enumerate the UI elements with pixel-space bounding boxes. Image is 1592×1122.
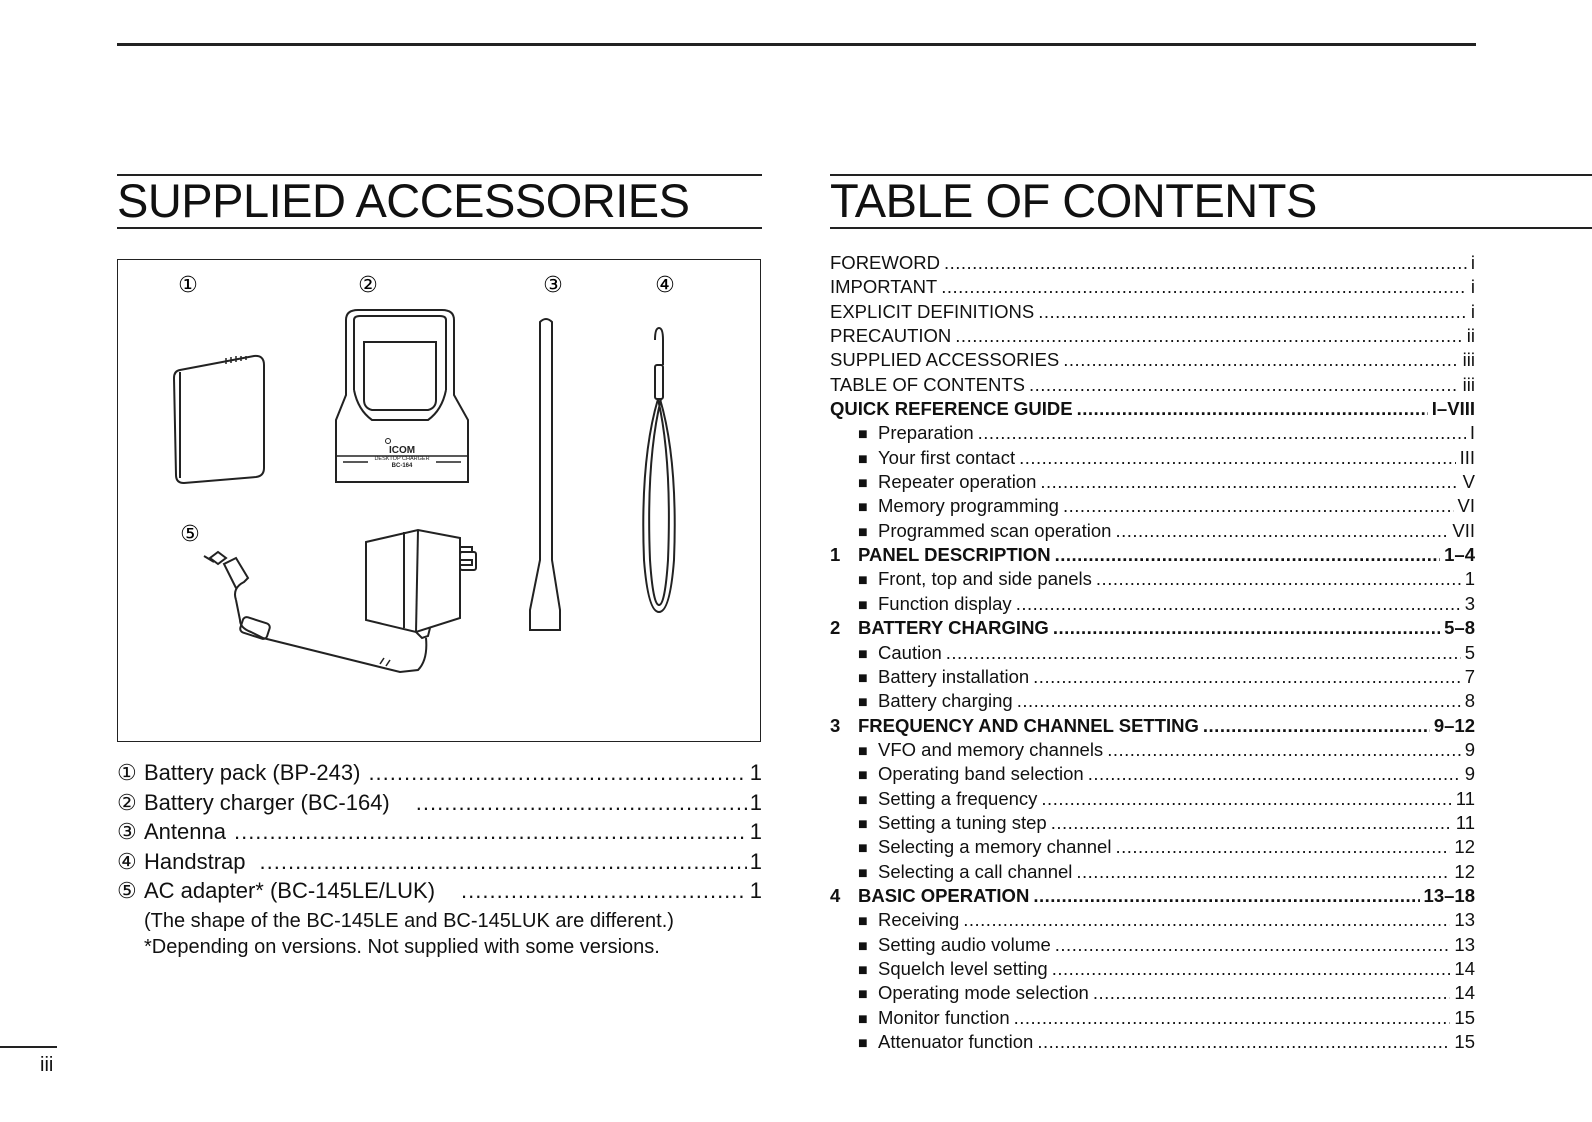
toc-entry-label: Selecting a memory channel: [878, 836, 1112, 858]
toc-entry[interactable]: [830, 739, 1475, 763]
toc-entry-label: QUICK REFERENCE GUIDE: [830, 398, 1073, 420]
toc-entry[interactable]: [830, 982, 1475, 1006]
accessory-item: [117, 849, 762, 879]
toc-entry-label: Setting a tuning step: [878, 811, 1047, 833]
toc-page-number: 9: [1464, 763, 1475, 785]
toc-page-number: i: [1470, 300, 1475, 322]
toc-page-number: ii: [1466, 325, 1475, 347]
leader-dots: [260, 849, 747, 875]
toc-entry[interactable]: [830, 715, 1475, 739]
toc-entry-label: Function display: [878, 592, 1012, 614]
leader-dots: [1017, 690, 1461, 712]
toc-entry-label: Operating mode selection: [878, 982, 1089, 1004]
accessory-item: [117, 790, 762, 820]
toc-page-number: 13: [1454, 933, 1475, 955]
toc-page-number: i: [1470, 276, 1475, 298]
accessories-list: [117, 760, 762, 960]
square-bullet-icon: ■: [858, 986, 868, 1004]
square-bullet-icon: ■: [858, 1010, 868, 1028]
toc-entry[interactable]: [830, 836, 1475, 860]
toc-entry[interactable]: [830, 349, 1475, 373]
accessories-title: SUPPLIED ACCESSORIES: [117, 174, 690, 227]
leader-dots: [461, 878, 747, 904]
toc-entry[interactable]: [830, 909, 1475, 933]
accessory-note-versions: *Depending on versions. Not supplied with some versions.: [144, 935, 660, 958]
toc-page-number: 13–18: [1423, 884, 1475, 906]
toc-entry[interactable]: [830, 1007, 1475, 1031]
toc-entry[interactable]: [830, 520, 1475, 544]
leader-dots: [416, 790, 747, 816]
figure-marker-5: ⑤: [180, 522, 200, 547]
toc-entry-label: Battery installation: [878, 665, 1030, 687]
leader-dots: [1093, 982, 1451, 1004]
toc-entry[interactable]: [830, 812, 1475, 836]
toc-entry-label: SUPPLIED ACCESSORIES: [830, 349, 1060, 371]
leader-dots: [1041, 788, 1451, 810]
toc-entry[interactable]: [830, 544, 1475, 568]
accessory-note-shape: (The shape of the BC-145LE and BC-145LUK are different.): [144, 909, 674, 932]
leader-dots: [1107, 739, 1461, 761]
toc-page-number: 3: [1464, 592, 1475, 614]
toc-page-number: 15: [1454, 1031, 1475, 1052]
square-bullet-icon: ■: [858, 767, 868, 785]
toc-section-number: 4: [830, 884, 841, 906]
toc-entry-label: Memory programming: [878, 495, 1059, 517]
charger-caption: DESKTOP CHARGER: [374, 456, 430, 462]
toc-page-number: III: [1459, 446, 1475, 468]
toc-entry[interactable]: [830, 885, 1475, 909]
toc-section-number: 3: [830, 714, 841, 736]
toc-entry-label: Preparation: [878, 422, 974, 444]
square-bullet-icon: ■: [858, 815, 868, 833]
toc-entry[interactable]: [830, 447, 1475, 471]
toc-entry[interactable]: [830, 374, 1475, 398]
accessory-number: ③: [117, 819, 137, 844]
toc-page-number: 1: [1464, 568, 1475, 590]
accessories-title-rule-bottom: [117, 227, 762, 229]
leader-dots: [1063, 349, 1458, 371]
accessory-quantity: 1: [749, 848, 762, 874]
toc-page-number: 14: [1454, 982, 1475, 1004]
toc-title: TABLE OF CONTENTS: [830, 174, 1317, 227]
toc-page-number: 9: [1464, 738, 1475, 760]
accessory-label: AC adapter* (BC-145LE/LUK): [144, 878, 436, 903]
toc-entry-label: EXPLICIT DEFINITIONS: [830, 300, 1035, 322]
square-bullet-icon: ■: [858, 1035, 868, 1052]
handstrap-icon: [643, 328, 674, 612]
leader-dots: [1040, 471, 1458, 493]
toc-page-number: VII: [1452, 519, 1475, 541]
toc-entry-label: Programmed scan operation: [878, 519, 1112, 541]
toc-page-number: 12: [1454, 860, 1475, 882]
accessory-quantity: 1: [749, 760, 762, 785]
toc-entry-label: BASIC OPERATION: [858, 884, 1030, 906]
leader-dots: [944, 252, 1467, 274]
toc-page-number: 12: [1454, 836, 1475, 858]
leader-dots: [1053, 617, 1440, 639]
toc-entry[interactable]: [830, 276, 1475, 300]
toc-entry[interactable]: [830, 763, 1475, 787]
toc-entry-label: Receiving: [878, 909, 960, 931]
leader-dots: [1077, 398, 1428, 420]
figure-marker-3: ③: [543, 273, 563, 298]
toc-page-number: iii: [1462, 349, 1475, 371]
toc-entry[interactable]: [830, 325, 1475, 349]
square-bullet-icon: ■: [858, 426, 868, 444]
toc-entry[interactable]: [830, 398, 1475, 422]
toc-page-number: I: [1469, 422, 1475, 444]
figure-marker-4: ④: [655, 273, 675, 298]
square-bullet-icon: ■: [858, 864, 868, 882]
toc-section-number: 1: [830, 544, 841, 566]
leader-dots: [1096, 568, 1461, 590]
accessory-label: Battery pack (BP-243): [144, 760, 361, 785]
ac-adapter-icon: [204, 530, 476, 672]
accessory-number: ⑤: [117, 878, 137, 903]
leader-dots: [1115, 836, 1450, 858]
accessories-illustration: [118, 260, 762, 743]
header-rule: [117, 43, 1476, 46]
charger-model: BC-164: [391, 463, 413, 469]
charger-logo: ICOM: [388, 445, 416, 456]
leader-dots: [1029, 374, 1459, 396]
square-bullet-icon: ■: [858, 596, 868, 614]
toc-entry[interactable]: [830, 422, 1475, 446]
toc-entry[interactable]: [830, 666, 1475, 690]
toc-entry-label: Setting audio volume: [878, 933, 1051, 955]
leader-dots: [946, 642, 1461, 664]
toc-page-number: 15: [1454, 1006, 1475, 1028]
leader-dots: [1115, 520, 1448, 542]
leader-dots: [1016, 593, 1461, 615]
accessory-item: [117, 760, 762, 790]
square-bullet-icon: ■: [858, 840, 868, 858]
toc-entry-label: Attenuator function: [878, 1031, 1034, 1052]
toc-entry[interactable]: [830, 617, 1475, 641]
toc-entry[interactable]: [830, 958, 1475, 982]
leader-dots: [1037, 1031, 1450, 1053]
toc-entry-label: BATTERY CHARGING: [858, 617, 1049, 639]
toc-entry[interactable]: [830, 642, 1475, 666]
toc-page-number: VI: [1457, 495, 1475, 517]
accessory-label: Handstrap: [144, 848, 246, 874]
toc-page-number: i: [1470, 252, 1475, 273]
leader-dots: [1203, 715, 1430, 737]
toc-title-rule-bottom: [830, 227, 1592, 229]
toc-entry-label: Caution: [878, 641, 942, 663]
toc-page-number: 8: [1464, 690, 1475, 712]
leader-dots: [955, 325, 1462, 347]
square-bullet-icon: ■: [858, 742, 868, 760]
square-bullet-icon: ■: [858, 450, 868, 468]
accessory-quantity: 1: [749, 819, 762, 844]
square-bullet-icon: ■: [858, 961, 868, 979]
toc-entry-label: Your first contact: [878, 446, 1016, 468]
square-bullet-icon: ■: [858, 913, 868, 931]
square-bullet-icon: ■: [858, 937, 868, 955]
toc-entry[interactable]: [830, 471, 1475, 495]
figure-marker-2: ②: [358, 273, 378, 298]
square-bullet-icon: ■: [858, 694, 868, 712]
toc-page-number: 11: [1455, 787, 1475, 809]
toc-entry-label: Setting a frequency: [878, 787, 1038, 809]
toc-entry-label: Monitor function: [878, 1006, 1010, 1028]
toc-entry-label: IMPORTANT: [830, 276, 938, 298]
leader-dots: [1038, 301, 1467, 323]
toc-entry[interactable]: [830, 495, 1475, 519]
toc-entry[interactable]: [830, 1031, 1475, 1055]
toc-page-number: 11: [1455, 811, 1475, 833]
toc-entry-label: Operating band selection: [878, 763, 1084, 785]
square-bullet-icon: ■: [858, 669, 868, 687]
accessory-item: [117, 819, 762, 849]
antenna-icon: [530, 319, 560, 630]
leader-dots: [1052, 958, 1451, 980]
leader-dots: [1033, 666, 1461, 688]
figure-marker-1: ①: [178, 273, 198, 298]
square-bullet-icon: ■: [858, 645, 868, 663]
toc-page-number: 5–8: [1444, 617, 1475, 639]
accessory-quantity: 1: [749, 789, 762, 815]
accessory-label: Antenna: [144, 819, 226, 844]
toc-entry-label: PRECAUTION: [830, 325, 952, 347]
leader-dots: [1019, 447, 1455, 469]
leader-dots: [1033, 885, 1419, 907]
leader-dots: [1055, 934, 1451, 956]
leader-dots: [1055, 544, 1441, 566]
square-bullet-icon: ■: [858, 572, 868, 590]
leader-dots: [1076, 861, 1450, 883]
leader-dots: [963, 909, 1450, 931]
leader-dots: [1088, 763, 1461, 785]
leader-dots: [1063, 495, 1454, 517]
toc-entry[interactable]: [830, 568, 1475, 592]
toc-entry[interactable]: [830, 252, 1475, 276]
square-bullet-icon: ■: [858, 791, 868, 809]
toc-entry-label: Battery charging: [878, 690, 1013, 712]
leader-dots: [941, 276, 1467, 298]
leader-dots: [234, 819, 747, 845]
accessories-figure: [117, 259, 761, 742]
toc-section-number: 2: [830, 617, 841, 639]
leader-dots: [1051, 812, 1452, 834]
battery-pack-icon: [174, 356, 264, 483]
toc-entry-label: TABLE OF CONTENTS: [830, 373, 1025, 395]
toc-entry[interactable]: [830, 690, 1475, 714]
accessory-number: ④: [117, 848, 137, 874]
leader-dots: [978, 422, 1466, 444]
toc-entry[interactable]: [830, 934, 1475, 958]
toc-page-number: 14: [1454, 957, 1475, 979]
toc-page-number: 7: [1464, 665, 1475, 687]
page-number: iii: [40, 1054, 54, 1076]
square-bullet-icon: ■: [858, 499, 868, 517]
square-bullet-icon: ■: [858, 523, 868, 541]
toc-entry[interactable]: [830, 788, 1475, 812]
toc-page-number: I–VIII: [1431, 398, 1475, 420]
toc-entry-label: Front, top and side panels: [878, 568, 1092, 590]
accessory-quantity: 1: [749, 878, 762, 903]
toc-entry[interactable]: [830, 861, 1475, 885]
toc-entry-label: Selecting a call channel: [878, 860, 1073, 882]
accessory-label: Battery charger (BC-164): [144, 789, 390, 815]
toc-entry-label: PANEL DESCRIPTION: [858, 544, 1051, 566]
toc-page-number: 5: [1464, 641, 1475, 663]
toc-page-number: 9–12: [1433, 714, 1475, 736]
toc-entry-label: FREQUENCY AND CHANNEL SETTING: [858, 714, 1199, 736]
toc-entry-label: VFO and memory channels: [878, 738, 1104, 760]
footer-rule: [0, 1046, 57, 1048]
toc-page-number: 1–4: [1444, 544, 1475, 566]
toc-entry[interactable]: [830, 301, 1475, 325]
leader-dots: [368, 760, 746, 786]
toc-entry-label: Repeater operation: [878, 471, 1037, 493]
accessory-item: [117, 878, 762, 908]
toc-page-number: 13: [1454, 909, 1475, 931]
table-of-contents: [830, 252, 1475, 1055]
square-bullet-icon: ■: [858, 475, 868, 493]
accessory-number: ①: [117, 760, 137, 785]
toc-entry-label: Squelch level setting: [878, 957, 1048, 979]
toc-page-number: V: [1462, 471, 1475, 493]
leader-dots: [1014, 1007, 1451, 1029]
toc-page-number: iii: [1462, 373, 1475, 395]
toc-entry-label: FOREWORD: [830, 252, 940, 273]
accessory-number: ②: [117, 789, 137, 815]
toc-entry[interactable]: [830, 593, 1475, 617]
